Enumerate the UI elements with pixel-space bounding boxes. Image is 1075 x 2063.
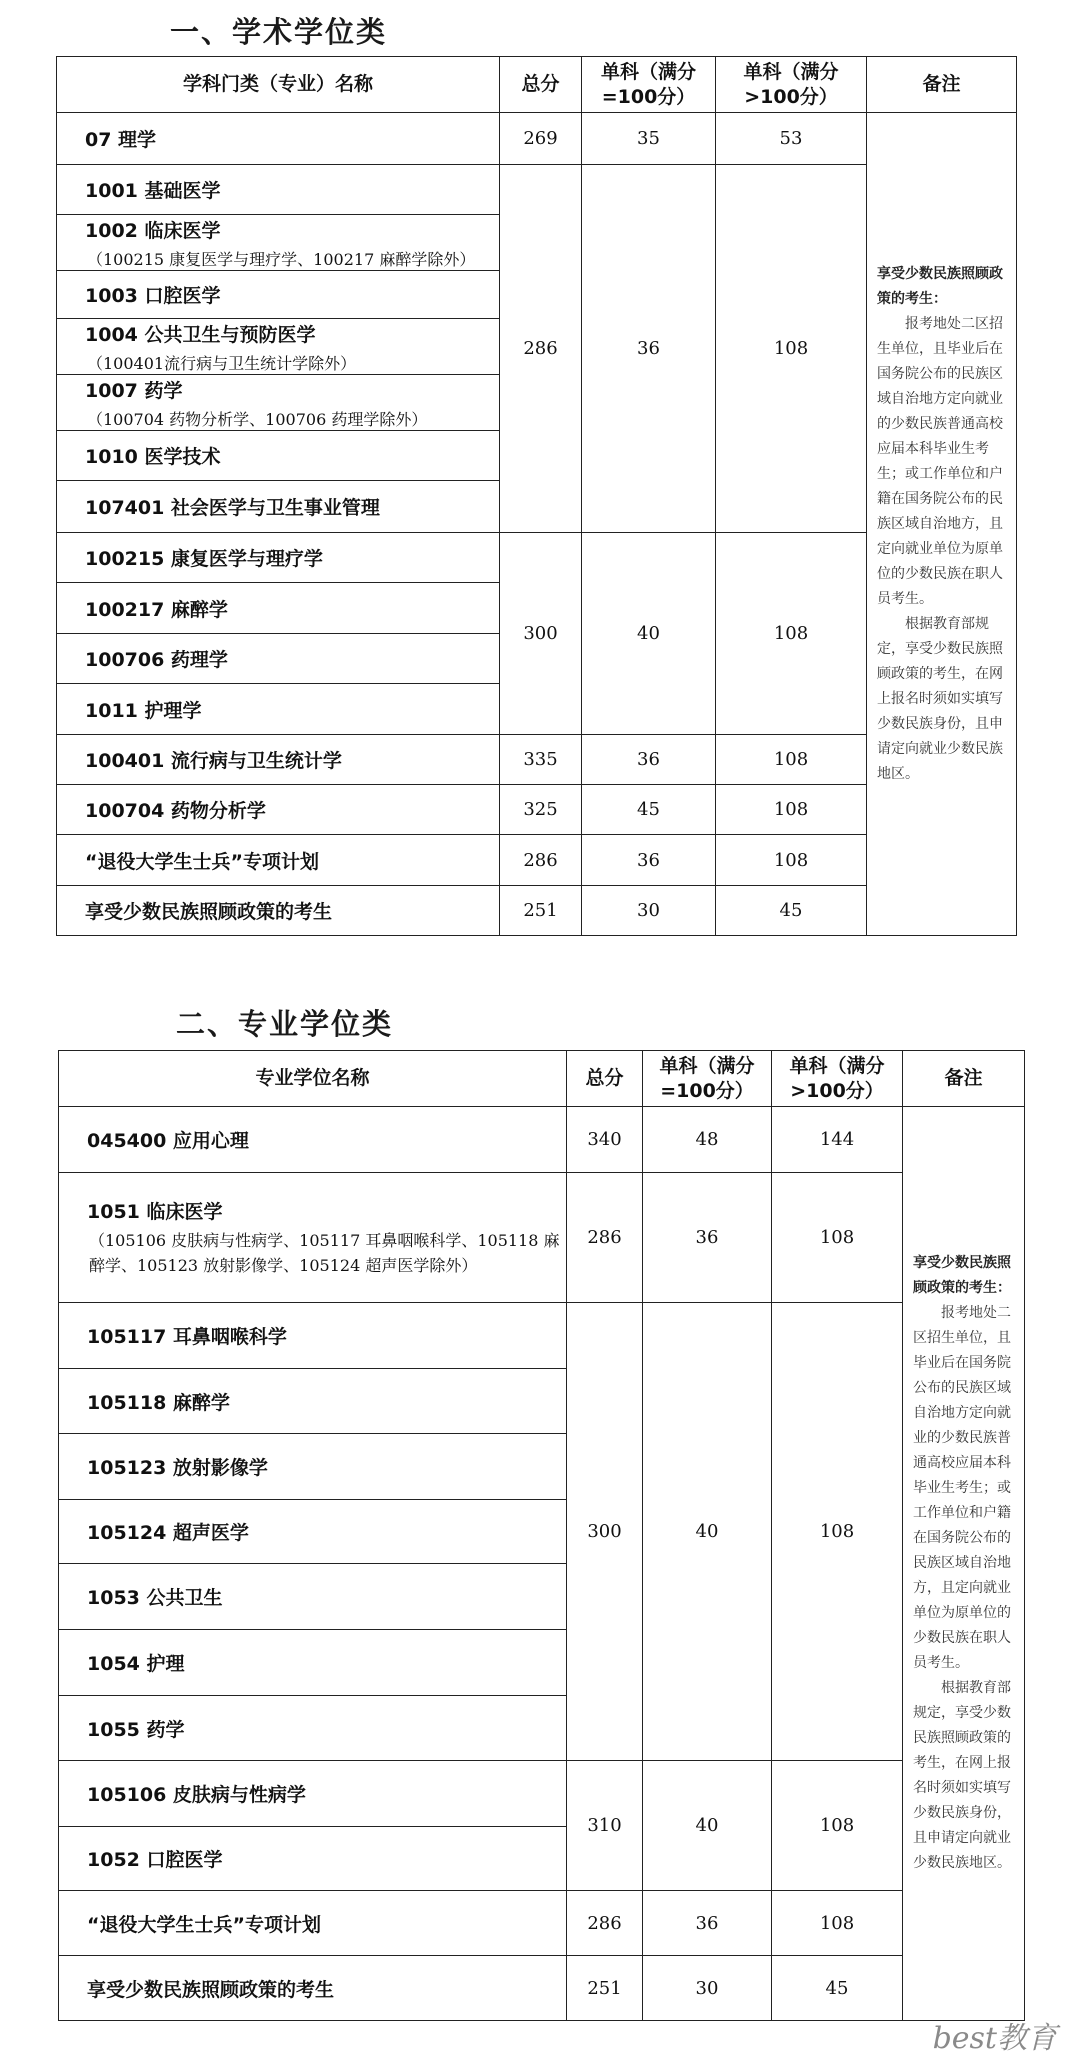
row-name: 107401 社会医学与卫生事业管理 bbox=[57, 481, 500, 533]
table-row bbox=[59, 1761, 1025, 1827]
row-name: 07 理学 bbox=[57, 113, 500, 165]
table-row bbox=[59, 1956, 1025, 2021]
group-b-total: 310 bbox=[567, 1761, 643, 1891]
row-exception-note: （100215 康复医学与理疗学、100217 麻醉学除外） bbox=[87, 249, 476, 269]
row-name: 1052 口腔医学 bbox=[59, 1827, 567, 1891]
note-paragraph: 根据教育部规定，享受少数民族照顾政策的考生，在网上报名时须如实填写少数民族身份，且申请定向就业少数民族地区。 bbox=[877, 615, 1003, 782]
row-single-gt100: 108 bbox=[716, 835, 867, 886]
header-single-gt100: 单科（满分>100分） bbox=[772, 1051, 903, 1107]
group-a-single-gt100: 108 bbox=[772, 1303, 903, 1761]
row-name: “退役大学生士兵”专项计划 bbox=[59, 1891, 567, 1956]
group-b-total: 300 bbox=[500, 533, 582, 735]
row-total: 286 bbox=[567, 1173, 643, 1303]
row-exception-note: （100401流行病与卫生统计学除外） bbox=[87, 353, 357, 373]
header-single-100: 单科（满分=100分） bbox=[582, 57, 716, 113]
group-b-single-100: 40 bbox=[643, 1761, 772, 1891]
header-single-100: 单科（满分=100分） bbox=[643, 1051, 772, 1107]
row-name: 1007 药学 （100704 药物分析学、100706 药理学除外） bbox=[57, 375, 500, 431]
group-a-single-100: 36 bbox=[582, 165, 716, 533]
row-name: 105124 超声医学 bbox=[59, 1500, 567, 1564]
row-name: 1002 临床医学 （100215 康复医学与理疗学、100217 麻醉学除外） bbox=[57, 215, 500, 271]
note-cell bbox=[867, 113, 1017, 936]
group-a-single-100: 40 bbox=[643, 1303, 772, 1761]
group-a-total: 286 bbox=[500, 165, 582, 533]
section1-heading: 一、学术学位类 bbox=[170, 15, 388, 49]
row-single-gt100: 53 bbox=[716, 113, 867, 165]
row-name: 1053 公共卫生 bbox=[59, 1564, 567, 1630]
row-name: 1003 口腔医学 bbox=[57, 271, 500, 319]
table-row bbox=[59, 1173, 1025, 1303]
group-a-total: 300 bbox=[567, 1303, 643, 1761]
row-name: 045400 应用心理 bbox=[59, 1107, 567, 1173]
academic-degree-table bbox=[56, 56, 1017, 936]
row-single-gt100: 108 bbox=[772, 1173, 903, 1303]
row-single-gt100: 45 bbox=[716, 886, 867, 936]
header-total: 总分 bbox=[567, 1051, 643, 1107]
row-single-100: 36 bbox=[582, 735, 716, 785]
header-note: 备注 bbox=[903, 1051, 1025, 1107]
header-name: 专业学位名称 bbox=[59, 1051, 567, 1107]
table-row bbox=[57, 113, 1017, 165]
row-name: 100217 麻醉学 bbox=[57, 583, 500, 634]
row-exception-note: （100704 药物分析学、100706 药理学除外） bbox=[87, 409, 428, 429]
row-total: 286 bbox=[567, 1891, 643, 1956]
row-total: 325 bbox=[500, 785, 582, 835]
row-name: 100706 药理学 bbox=[57, 634, 500, 684]
row-total: 286 bbox=[500, 835, 582, 886]
row-name: 1051 临床医学 （105106 皮肤病与性病学、105117 耳鼻咽喉科学、105118 麻醉学、105123 放射影像学、105124 超声医学除外） bbox=[59, 1173, 567, 1303]
row-name: “退役大学生士兵”专项计划 bbox=[57, 835, 500, 886]
row-single-100: 36 bbox=[582, 835, 716, 886]
row-single-100: 30 bbox=[582, 886, 716, 936]
row-name: 105117 耳鼻咽喉科学 bbox=[59, 1303, 567, 1369]
note-paragraph: 报考地处二区招生单位，且毕业后在国务院公布的民族区域自治地方定向就业的少数民族普通高校应届本科毕业生考生；或工作单位和户籍在国务院公布的民族区域自治地方，且定向就业单位为原单位的少数民族在职人员考生。 bbox=[877, 315, 1003, 607]
row-name: 100401 流行病与卫生统计学 bbox=[57, 735, 500, 785]
row-name: 1011 护理学 bbox=[57, 684, 500, 735]
row-name: 1054 护理 bbox=[59, 1630, 567, 1696]
row-single-gt100: 108 bbox=[716, 735, 867, 785]
note-title: 享受少数民族照顾政策的考生： bbox=[913, 1255, 1011, 1296]
row-total: 335 bbox=[500, 735, 582, 785]
row-name: 100215 康复医学与理疗学 bbox=[57, 533, 500, 583]
header-note: 备注 bbox=[867, 57, 1017, 113]
watermark-logo: best教育 bbox=[932, 2021, 1057, 2056]
row-total: 340 bbox=[567, 1107, 643, 1173]
row-name: 105118 麻醉学 bbox=[59, 1369, 567, 1434]
note-paragraph: 报考地处二区招生单位，且毕业后在国务院公布的民族区域自治地方定向就业的少数民族普通高校应届本科毕业生考生；或工作单位和户籍在国务院公布的民族区域自治地方，且定向就业单位为原单位的少数民族在职人员考生。 bbox=[913, 1305, 1011, 1671]
group-b-single-gt100: 108 bbox=[716, 533, 867, 735]
row-exception-note: （105106 皮肤病与性病学、105117 耳鼻咽喉科学、105118 麻醉学、105123 放射影像学、105124 超声医学除外） bbox=[89, 1231, 560, 1275]
row-single-gt100: 108 bbox=[716, 785, 867, 835]
row-single-100: 45 bbox=[582, 785, 716, 835]
section2-heading: 二、专业学位类 bbox=[176, 1007, 394, 1041]
row-name: 1001 基础医学 bbox=[57, 165, 500, 215]
header-total: 总分 bbox=[500, 57, 582, 113]
header-single-gt100: 单科（满分>100分） bbox=[716, 57, 867, 113]
row-name: 1010 医学技术 bbox=[57, 431, 500, 481]
row-single-100: 36 bbox=[643, 1173, 772, 1303]
group-b-single-gt100: 108 bbox=[772, 1761, 903, 1891]
note-cell bbox=[903, 1107, 1025, 2021]
note-paragraph: 根据教育部规定，享受少数民族照顾政策的考生，在网上报名时须如实填写少数民族身份，且申请定向就业少数民族地区。 bbox=[913, 1680, 1011, 1871]
header-name: 学科门类（专业）名称 bbox=[57, 57, 500, 113]
row-name: 100704 药物分析学 bbox=[57, 785, 500, 835]
row-name: 105123 放射影像学 bbox=[59, 1434, 567, 1500]
row-single-100: 30 bbox=[643, 1956, 772, 2021]
row-total: 251 bbox=[500, 886, 582, 936]
row-name: 105106 皮肤病与性病学 bbox=[59, 1761, 567, 1827]
table-row bbox=[59, 1303, 1025, 1369]
table-header-row bbox=[59, 1051, 1025, 1107]
row-single-gt100: 108 bbox=[772, 1891, 903, 1956]
row-single-100: 35 bbox=[582, 113, 716, 165]
row-name: 享受少数民族照顾政策的考生 bbox=[59, 1956, 567, 2021]
professional-degree-table bbox=[58, 1050, 1025, 2021]
row-total: 269 bbox=[500, 113, 582, 165]
row-total: 251 bbox=[567, 1956, 643, 2021]
note-title: 享受少数民族照顾政策的考生： bbox=[877, 265, 1003, 307]
table-row bbox=[59, 1891, 1025, 1956]
row-name: 1004 公共卫生与预防医学 （100401流行病与卫生统计学除外） bbox=[57, 319, 500, 375]
table-row bbox=[59, 1107, 1025, 1173]
group-a-single-gt100: 108 bbox=[716, 165, 867, 533]
row-name: 享受少数民族照顾政策的考生 bbox=[57, 886, 500, 936]
row-single-gt100: 144 bbox=[772, 1107, 903, 1173]
row-name: 1055 药学 bbox=[59, 1696, 567, 1761]
group-b-single-100: 40 bbox=[582, 533, 716, 735]
row-single-100: 48 bbox=[643, 1107, 772, 1173]
table-header-row bbox=[57, 57, 1017, 113]
row-single-100: 36 bbox=[643, 1891, 772, 1956]
row-single-gt100: 45 bbox=[772, 1956, 903, 2021]
